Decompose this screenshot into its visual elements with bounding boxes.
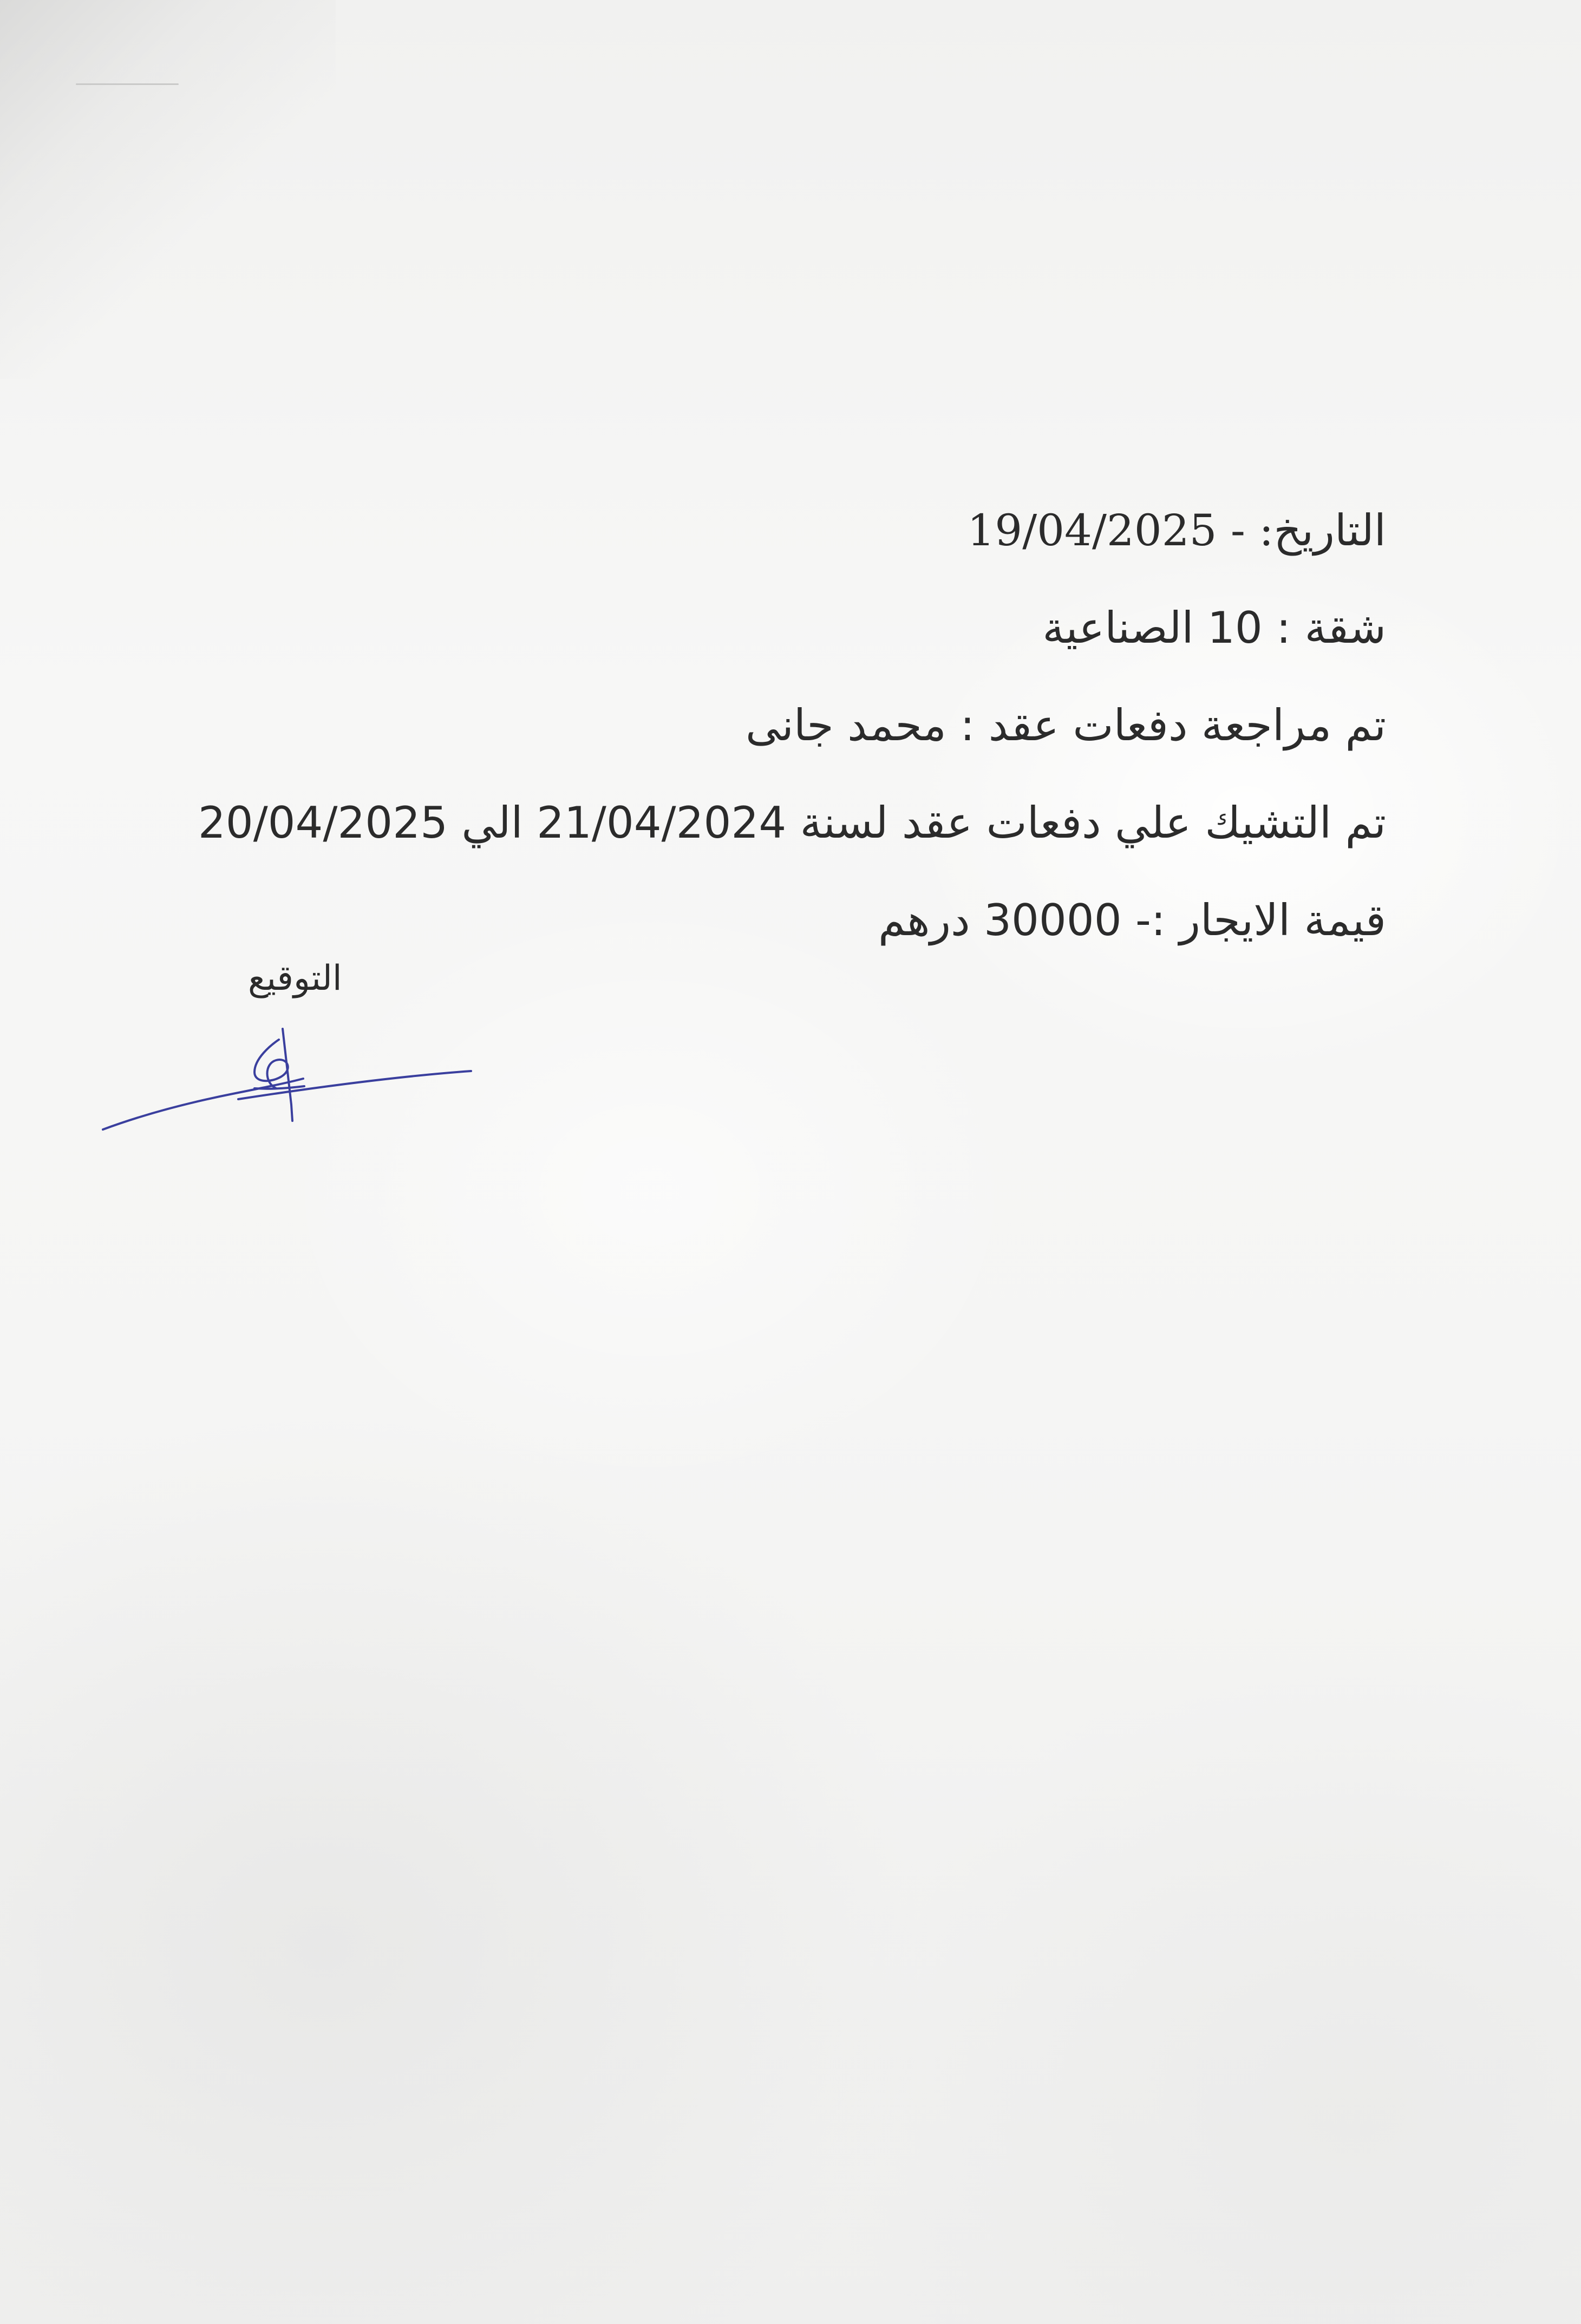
paper-fold-shadow: [0, 0, 336, 379]
staple-mark: [76, 81, 179, 89]
signature-label: التوقيع: [248, 958, 342, 998]
payment-check-line: تم التشيك علي دفعات عقد لسنة 21/04/2024 الي 20/04/2025: [198, 798, 1386, 848]
date-line: التاريخ: - 19/04/2025: [967, 505, 1386, 556]
contract-review-line: تم مراجعة دفعات عقد : محمد جانى: [745, 700, 1386, 750]
handwritten-signature: [92, 1007, 482, 1159]
document-body: [198, 482, 1386, 969]
rent-value-line: قيمة الايجار :- 30000 درهم: [878, 895, 1386, 945]
apartment-line: شقة : 10 الصناعية: [1042, 603, 1386, 653]
